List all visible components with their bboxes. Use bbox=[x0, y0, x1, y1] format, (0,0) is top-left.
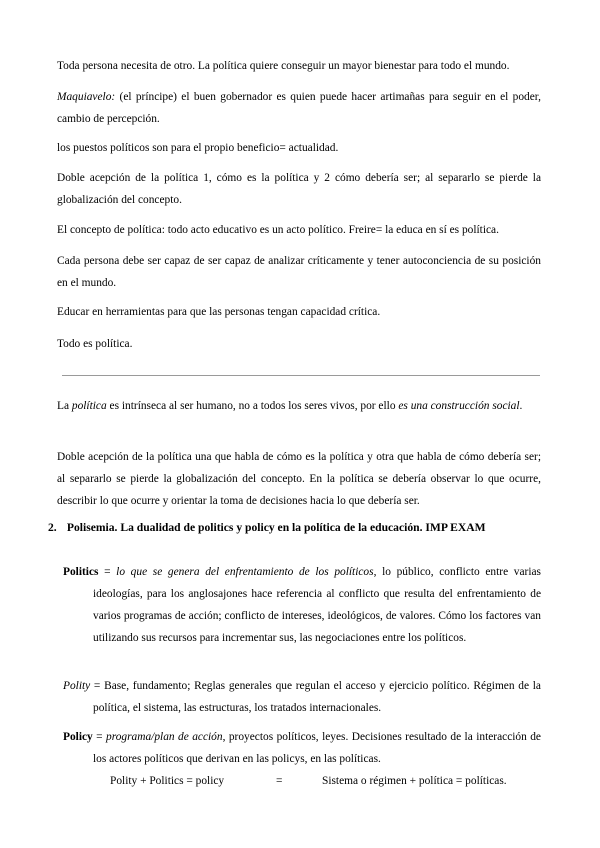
polity-term: Polity bbox=[63, 680, 91, 693]
formula-equals: = bbox=[276, 775, 283, 787]
maquiavelo-text: (el príncipe) el buen gobernador es quien puede hacer artimañas para seguir en el poder, cambio de percepción. bbox=[57, 91, 541, 125]
note-critica: Cada persona debe ser capaz de ser capaz de analizar críticamente y tener autoconciencia de su posición en el mundo. bbox=[57, 255, 541, 289]
policy-rest: , proyectos políticos, leyes. Decisiones resultado de la interacción de los actores políticos que derivan en las policys, en las políticas. bbox=[93, 731, 541, 766]
formula-left: Polity + Politics = policy bbox=[110, 775, 225, 787]
note-herramientas: Educar en herramientas para que las personas tengan capacidad crítica. bbox=[57, 306, 381, 318]
paragraph-doble: Doble acepción de la política una que habla de cómo es la política y otra que habla de cómo debería ser; al separarlo se pierde la globalización del concepto. En la política se debería observar lo que ocurre, describir lo que ocurre y orientar la toma de decisiones hacia lo que debería ser. bbox=[57, 451, 541, 507]
formula-right: Sistema o régimen + política = políticas. bbox=[322, 775, 507, 787]
note-maquiavelo bbox=[57, 86, 541, 130]
section-heading bbox=[48, 517, 548, 539]
politics-emph: lo que se genera del enfrentamiento de los políticos bbox=[116, 566, 374, 579]
section-number: 2. bbox=[48, 521, 57, 534]
polity-rest: = Base, fundamento; Reglas generales que regulan el acceso y ejercicio político. Régimen de la política, el sistema, las estructuras, los tratados internacionales. bbox=[90, 680, 541, 715]
section-title: Polisemia. La dualidad de politics y policy en la política de la educación. IMP EXAM bbox=[66, 521, 486, 534]
note-concepto: El concepto de política: todo acto educativo es un acto político. Freire= la educa en sí es política. bbox=[57, 224, 499, 236]
note-bienestar: Toda persona necesita de otro. La política quiere conseguir un mayor bienestar para todo el mundo. bbox=[57, 60, 510, 72]
divider bbox=[62, 375, 540, 376]
maquiavelo-name: Maquiavelo: bbox=[57, 91, 116, 103]
policy-eq: = bbox=[92, 731, 107, 744]
note-puestos: los puestos políticos son para el propio beneficio= actualidad. bbox=[57, 142, 339, 154]
politics-term: Politics bbox=[63, 566, 99, 579]
social-emph: es una construcción social bbox=[398, 400, 520, 412]
note-doble-acepcion: Doble acepción de la política 1, cómo es la política y 2 cómo debería ser; al separarlo se pierde la globalización del concepto. bbox=[57, 172, 541, 206]
paragraph-social bbox=[57, 395, 541, 417]
definition-polity bbox=[63, 675, 541, 719]
social-politica: política bbox=[71, 400, 107, 412]
note-todo: Todo es política. bbox=[57, 338, 133, 350]
policy-term: Policy bbox=[63, 731, 93, 744]
politics-eq: = bbox=[98, 566, 117, 579]
social-mid: es intrínseca al ser humano, no a todos los seres vivos, por ello bbox=[106, 400, 399, 412]
politics-rest: , lo público, conflicto entre varias ideologías, para los anglosajones hace referencia al conflicto que resulta del enfrentamiento de varios programas de acción; conflicto de intereses, ideológicos, de valores. Cómo los factores van utilizando sus recursos para incrementar sus, las negociaciones entre los políticos. bbox=[93, 566, 541, 645]
policy-emph: programa/plan de acción bbox=[106, 731, 223, 744]
definition-politics bbox=[63, 561, 541, 649]
social-pre: La bbox=[57, 400, 72, 412]
definition-policy bbox=[63, 726, 541, 770]
social-end: . bbox=[519, 400, 523, 412]
